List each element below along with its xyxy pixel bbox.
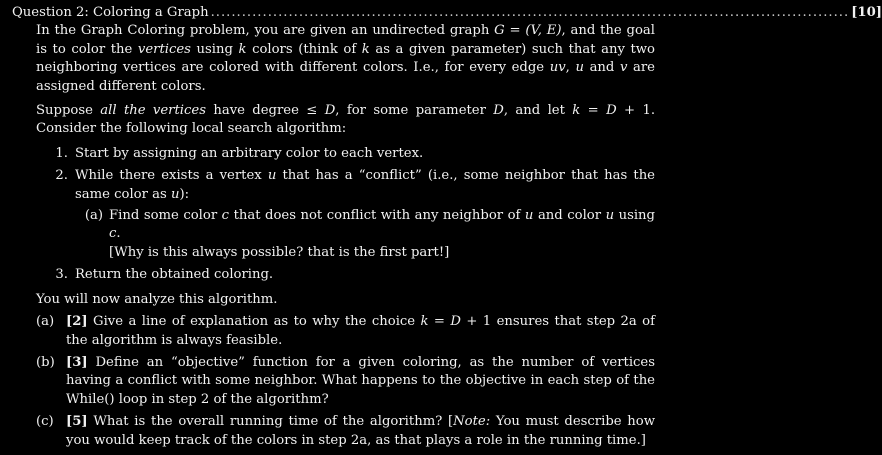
part-label: (a) <box>36 314 55 330</box>
part-a <box>36 313 655 350</box>
math-graph: G = (V, E) <box>494 23 562 39</box>
math-k: k <box>361 41 370 57</box>
text-run: that does not conflict with any neighbor of <box>229 208 525 224</box>
substep-body <box>109 207 655 262</box>
part-c <box>36 413 655 450</box>
math-u: u <box>605 208 615 224</box>
text-run: using <box>614 208 655 224</box>
intro-paragraph-2 <box>36 102 655 139</box>
text-run: that has a “conflict” (i.e., some neighbor that has the same color as <box>75 168 655 202</box>
algorithm-step-1 <box>36 145 655 163</box>
part-points: [2] <box>66 314 88 330</box>
text-run: , for some parameter <box>335 103 494 119</box>
math-u: u <box>267 168 277 184</box>
math-u: u <box>575 60 584 76</box>
math-v: v <box>619 60 628 76</box>
text-run: and <box>583 60 620 76</box>
step-body <box>75 167 655 262</box>
algorithm-steps <box>36 145 655 285</box>
step-text <box>75 167 655 204</box>
math-d: D <box>493 103 504 119</box>
part-label: (c) <box>36 414 54 430</box>
text-run: You must describe how you would keep track of the colors in step 2a, as that plays a role in the running time.] <box>66 414 656 448</box>
emphasis-vertices: vertices <box>137 41 191 57</box>
text-run: Give a line of explanation as to why the choice <box>87 314 421 330</box>
question-header <box>12 4 882 22</box>
text-run: While there exists a vertex <box>75 168 268 184</box>
text-run: and color <box>533 208 606 224</box>
text-run: = <box>428 314 451 330</box>
text-run: have degree ≤ <box>205 103 325 119</box>
math-u: u <box>170 186 180 202</box>
text-run: , and let <box>503 103 573 119</box>
question-body <box>12 22 655 450</box>
step-text: Start by assigning an arbitrary color to each vertex. <box>75 145 424 161</box>
text-run: as a given parameter) such that any two neighboring vertices are colored with different colors. I.e., for every edge <box>36 41 655 76</box>
analysis-section <box>36 291 655 450</box>
part-points: [3] <box>66 354 88 370</box>
text-run: , <box>565 60 576 76</box>
dot-leader: ........................................................................................................................... <box>210 5 850 20</box>
part-label: (b) <box>36 354 55 370</box>
step-number: 3. <box>55 267 68 283</box>
text-run: Find some color <box>109 208 222 224</box>
math-u: u <box>524 208 534 224</box>
text-run: using <box>190 41 239 57</box>
algorithm-step-3 <box>36 266 655 284</box>
part-text <box>66 413 655 450</box>
algorithm-step-2a <box>75 207 655 262</box>
algorithm-step-2 <box>36 167 655 262</box>
text-run: , and the goal is to color the <box>36 23 655 57</box>
step-number: 2. <box>55 168 68 184</box>
part-text <box>66 313 655 350</box>
step-text: Return the obtained coloring. <box>75 267 274 283</box>
analysis-lead: You will now analyze this algorithm. <box>36 291 278 307</box>
step-number: 1. <box>55 145 68 161</box>
math-edge: uv <box>549 60 566 76</box>
text-run: What is the overall running time of the algorithm? [ <box>87 414 454 430</box>
text-run: Suppose <box>36 103 101 119</box>
math-d: D <box>324 103 336 119</box>
text-run: ): <box>179 186 190 202</box>
intro-paragraph-1 <box>36 22 655 96</box>
text-run: In the Graph Coloring problem, you are given an undirected graph <box>36 23 495 39</box>
question-points: [10] <box>851 5 882 20</box>
math-k: k <box>572 103 581 119</box>
math-k: k <box>420 314 429 330</box>
part-b <box>36 354 655 409</box>
math-k: k <box>238 41 247 57</box>
text-run: are assigned different colors. <box>36 60 655 94</box>
text-run: Define an “objective” function for a given coloring, as the number of vertices having a conflict with some neighbor. What happens to the objective in each step of the While() loop in step 2 of the algorithm? <box>66 354 655 407</box>
emphasis-all-vertices: all the vertices <box>100 103 206 119</box>
math-c: c <box>109 226 117 242</box>
text-run: = <box>580 103 607 119</box>
text-run: + 1. Consider the following local search algorithm: <box>36 103 656 137</box>
math-c: c <box>221 208 230 224</box>
text-run: colors (think of <box>246 41 362 57</box>
math-d: D <box>450 314 461 330</box>
substep-label: (a) <box>84 208 103 224</box>
part-text <box>66 354 655 409</box>
part-points: [5] <box>66 414 88 430</box>
note-label: Note: <box>453 414 491 430</box>
text-run: . <box>116 226 121 242</box>
math-d: D <box>606 103 617 119</box>
substep-note: [Why is this always possible? that is the first part!] <box>109 244 450 260</box>
question-title: Question 2: Coloring a Graph <box>12 5 209 20</box>
text-run: + 1 ensures that step 2a of the algorithm is always feasible. <box>66 314 655 348</box>
